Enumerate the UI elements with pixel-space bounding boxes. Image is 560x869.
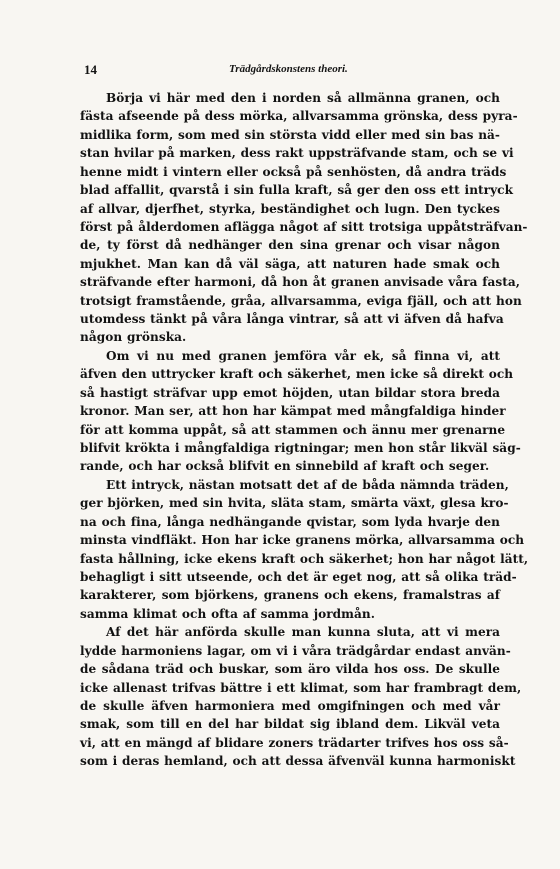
text-line: äfven den uttrycker kraft och säkerhet, men icke så direkt och xyxy=(80,367,514,382)
text-line: behagligt i sitt utseende, och det är eget nog, att så olika träd- xyxy=(80,569,517,584)
text-line: kronor. Man ser, att hon har kämpat med mångfaldiga hinder xyxy=(80,404,506,419)
text-line: någon grönska. xyxy=(80,330,187,345)
text-line: smak, som till en del har bildat sig ibland dem. Likväl veta xyxy=(80,717,500,732)
page-number: 14 xyxy=(84,62,97,77)
text-line: samma klimat och ofta af samma jordmån. xyxy=(80,606,376,621)
text-line: rande, och har också blifvit en sinnebild af kraft och seger. xyxy=(80,459,490,474)
text-line: fasta hållning, icke ekens kraft och säkerhet; hon har något lätt, xyxy=(80,551,529,566)
text-line: Ett intryck, nästan motsatt det af de båda nämnda träden, xyxy=(106,477,509,492)
text-line: henne midt i vintern eller också på senhösten, då andra träds xyxy=(80,164,507,179)
text-line: de, ty först då nedhänger den sina grenar och visar någon xyxy=(80,238,500,253)
text-line: först på ålderdomen aflägga något af sitt trotsiga uppåtsträfvan- xyxy=(80,219,528,234)
text-line: minsta vindfläkt. Hon har icke granens mörka, allvarsamma och xyxy=(80,533,525,548)
text-line: midlika form, som med sin största vidd eller med sin bas nä- xyxy=(80,127,500,142)
body-text xyxy=(80,89,529,771)
text-line: stan hvilar på marken, dess rakt uppsträfvande stam, och se vi xyxy=(80,146,514,161)
page-header xyxy=(84,62,504,78)
text-line: na och fina, långa nedhängande qvistar, som lyda hvarje den xyxy=(80,514,500,529)
text-line: vi, att en mängd af blidare zoners trädarter trifves hos oss så- xyxy=(80,735,509,750)
text-line: karakterer, som björkens, granens och ekens, framalstras af xyxy=(80,588,500,603)
text-line: för att komma uppåt, så att stammen och ännu mer grenarne xyxy=(80,422,506,437)
text-line: som i deras hemland, och att dessa äfvenväl kunna harmoniskt xyxy=(80,754,516,769)
text-line: de skulle äfven harmoniera med omgifningen och med vår xyxy=(80,698,500,713)
text-line: af allvar, djerfhet, styrka, beständighet och lugn. Den tyckes xyxy=(80,201,500,216)
text-line: ger björken, med sin hvita, släta stam, smärta växt, glesa kro- xyxy=(80,496,509,511)
running-title: Trädgårdskonstens theori. xyxy=(229,63,348,75)
text-line: Af det här anförda skulle man kunna sluta, att vi mera xyxy=(106,625,500,640)
text-line: icke allenast trifvas bättre i ett klimat, som har frambragt dem, xyxy=(80,680,522,695)
text-line: så hastigt sträfvar upp emot höjden, utan bildar stora breda xyxy=(80,385,500,400)
text-line: de sådana träd och buskar, som äro vilda hos oss. De skulle xyxy=(80,662,500,677)
text-line: fästa afseende på dess mörka, allvarsamma grönska, dess pyra- xyxy=(80,109,518,124)
text-line: blifvit krökta i mångfaldiga rigtningar; men hon står likväl säg- xyxy=(80,441,521,456)
text-line: utomdess tänkt på våra långa vintrar, så att vi äfven då hafva xyxy=(80,312,504,327)
text-line: lydde harmoniens lagar, om vi i våra trädgårdar endast använ- xyxy=(80,643,511,658)
text-line: Börja vi här med den i norden så allmänna granen, och xyxy=(106,91,500,105)
text-line: Om vi nu med granen jemföra vår ek, så finna vi, att xyxy=(106,348,500,363)
text-line: sträfvande efter harmoni, då hon åt granen anvisade våra fasta, xyxy=(80,275,521,290)
text-line: blad affallit, qvarstå i sin fulla kraft, så ger den oss ett intryck xyxy=(80,183,514,198)
text-line: mjukhet. Man kan då väl säga, att naturen hade smak och xyxy=(80,256,500,271)
text-line: trotsigt framstående, gråa, allvarsamma, eviga fjäll, och att hon xyxy=(80,293,522,308)
